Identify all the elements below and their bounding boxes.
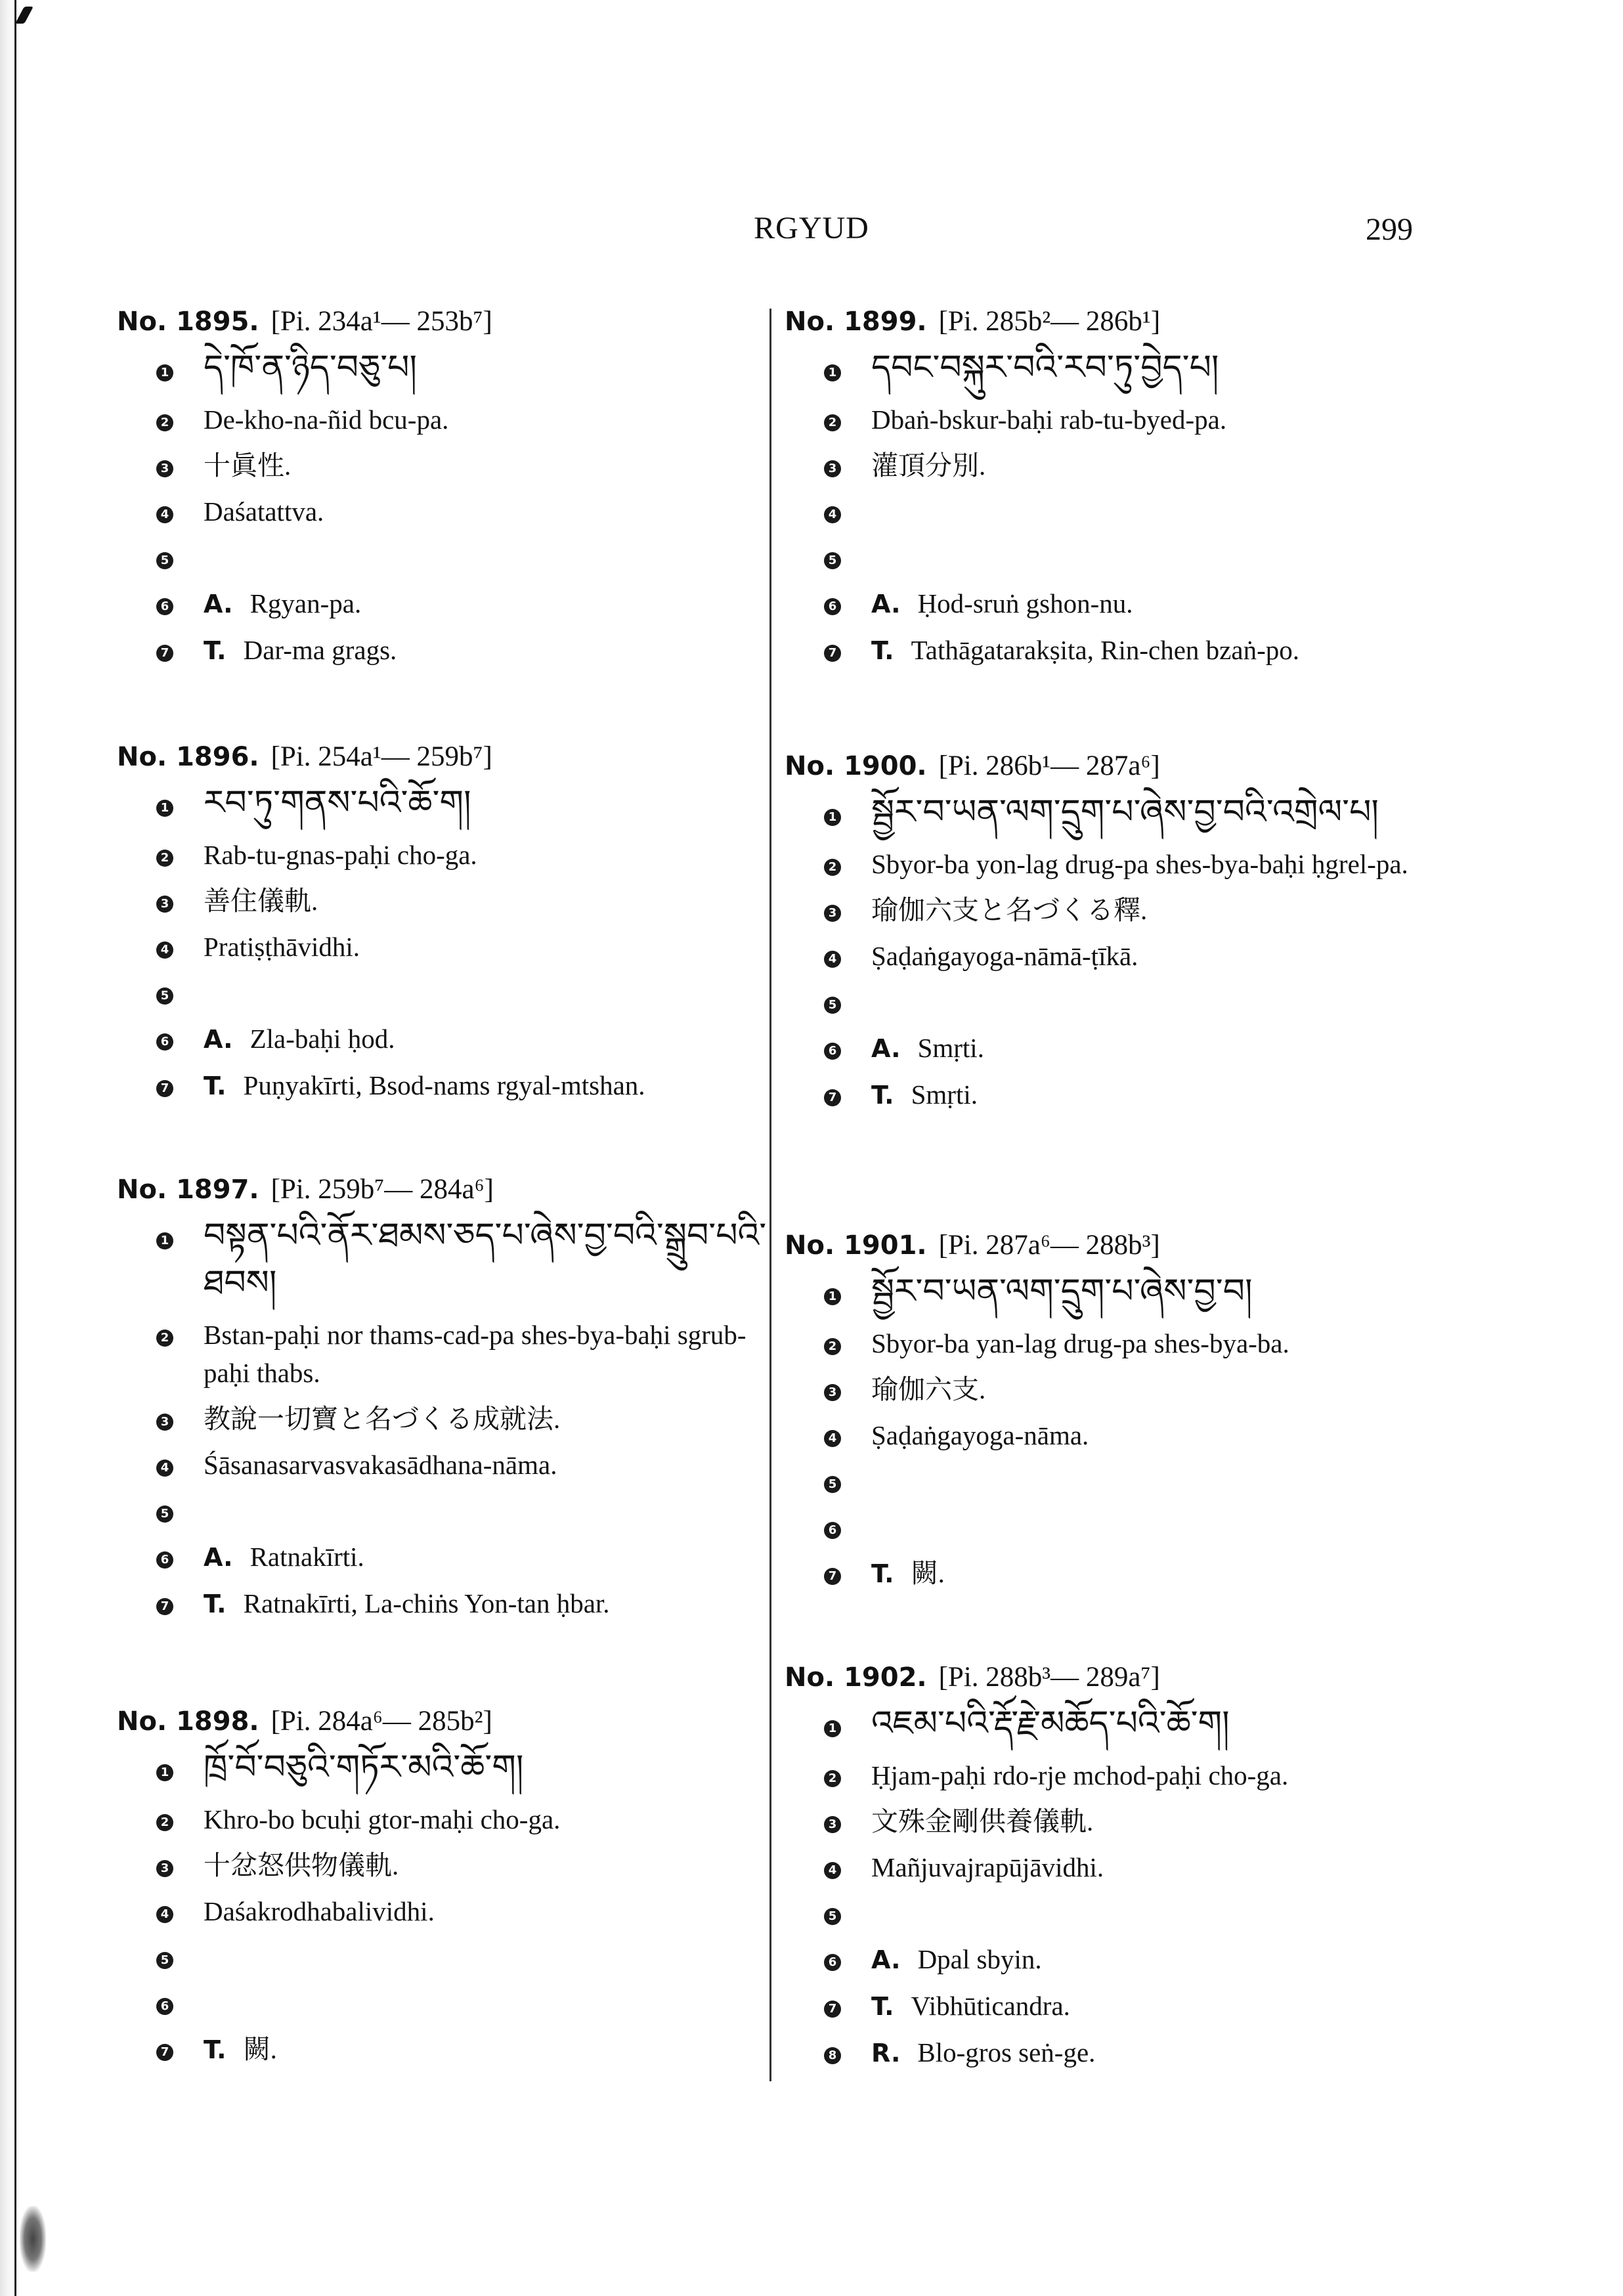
transliteration-row: [785, 1324, 1441, 1370]
translator-line: [204, 630, 767, 677]
circled-number-icon: 1: [824, 1720, 841, 1737]
circled-number-icon: 4: [156, 1460, 173, 1477]
translator-row: [785, 630, 1441, 677]
author-row: [785, 1028, 1441, 1075]
author-name: Ratnakīrti.: [249, 1542, 364, 1572]
reviser-label: R.: [871, 2039, 901, 2068]
circled-number-icon: 5: [156, 552, 173, 569]
circled-number-icon: 3: [156, 896, 173, 913]
sanskrit-title: Mañjuvajrapūjāvidhi.: [871, 1852, 1104, 1882]
circled-number-icon: 8: [824, 2047, 841, 2064]
circled-number-icon: 4: [824, 506, 841, 523]
sanskrit-title-row: [785, 936, 1441, 982]
tibetan-title-row: [117, 780, 767, 835]
author-name: Rgyan-pa.: [249, 588, 362, 618]
circled-number-icon: 2: [824, 1338, 841, 1355]
circled-number-icon: 7: [156, 1598, 173, 1615]
circled-number-icon: 1: [824, 809, 841, 826]
blank-row: [785, 1507, 1441, 1553]
circled-number-icon: 4: [156, 506, 173, 523]
author-row: [117, 1537, 767, 1584]
folio-reference: [Pi. 285b²— 286b¹]: [938, 306, 1161, 337]
circled-number-icon: 3: [824, 1384, 841, 1401]
circled-number-icon: 2: [156, 1330, 173, 1347]
scan-edge-shadow: [0, 0, 14, 2296]
entry-heading: [785, 299, 1441, 345]
chinese-title: 十眞性.: [204, 450, 292, 481]
translator-row: [117, 1066, 767, 1112]
chinese-title: 教說一切寶と名づくる成就法.: [204, 1404, 561, 1434]
author-row: [117, 1019, 767, 1066]
sanskrit-title-row: [117, 927, 767, 973]
author-name: Zla-baḥi ḥod.: [249, 1024, 395, 1054]
blank-value: [871, 1894, 1441, 1901]
circled-number-icon: 7: [824, 645, 841, 662]
blank-row: [785, 538, 1441, 584]
transliteration-row: [785, 844, 1441, 890]
circled-number-icon: 5: [824, 552, 841, 569]
circled-number-icon: 6: [156, 1033, 173, 1051]
chinese-title-row: [117, 1399, 767, 1445]
transliteration: Khro-bo bcuḥi gtor-maḥi cho-ga.: [204, 1804, 561, 1834]
entry-number: No. 1901.: [785, 1230, 927, 1261]
folio-reference: [Pi. 286b¹— 287a⁶]: [938, 750, 1160, 781]
translator-label: T.: [871, 1081, 894, 1110]
ink-mark-icon: [15, 7, 33, 24]
blank-value: [871, 982, 1441, 990]
entry-number: No. 1897.: [117, 1175, 259, 1205]
entry-heading: [785, 1223, 1441, 1268]
transliteration: Rab-tu-gnas-paḥi cho-ga.: [204, 840, 477, 870]
page-number: 299: [1366, 212, 1413, 247]
transliteration: De-kho-na-ñid bcu-pa.: [204, 404, 449, 435]
author-line: [871, 1939, 1441, 1986]
tibetan-title: དབང་བསྐུར་བའི་རབ་ཏུ་བྱེད་པ།: [871, 349, 1219, 387]
translator-line: [871, 1553, 1441, 1600]
blank-value: [204, 1983, 767, 1991]
translator-name: 闕.: [911, 1558, 945, 1588]
translator-name: Smṛti.: [911, 1079, 978, 1110]
transliteration-row: [117, 835, 767, 881]
circled-number-icon: 4: [824, 951, 841, 968]
entry-number: No. 1899.: [785, 307, 927, 337]
blank-row: [117, 1938, 767, 1983]
catalog-entry-1897: [117, 1167, 767, 1630]
translator-label: T.: [204, 1072, 227, 1100]
circled-number-icon: 6: [824, 1954, 841, 1971]
circled-number-icon: 2: [824, 859, 841, 876]
transliteration-row: [117, 1800, 767, 1846]
circled-number-icon: 2: [824, 414, 841, 431]
author-row: [785, 584, 1441, 630]
author-line: [204, 1019, 767, 1066]
translator-line: [871, 1075, 1441, 1121]
circled-number-icon: 7: [156, 1080, 173, 1097]
circled-number-icon: 1: [824, 1288, 841, 1305]
sanskrit-title: Śāsanasarvasvakasādhana-nāma.: [204, 1450, 557, 1480]
chinese-title: 瑜伽六支と名づくる釋.: [871, 895, 1148, 925]
catalog-entry-1902: [785, 1655, 1441, 2079]
transliteration-row: [785, 1756, 1441, 1802]
chinese-title-row: [117, 881, 767, 927]
circled-number-icon: 2: [156, 850, 173, 867]
circled-number-icon: 4: [824, 1430, 841, 1447]
catalog-entry-1899: [785, 299, 1441, 677]
sanskrit-title: Pratiṣṭhāvidhi.: [204, 932, 360, 962]
circled-number-icon: 2: [156, 1814, 173, 1831]
folio-reference: [Pi. 284a⁶— 285b²]: [270, 1706, 492, 1737]
sanskrit-title-row: [117, 1892, 767, 1938]
author-line: [871, 1028, 1441, 1075]
blank-value: [204, 973, 767, 981]
folio-reference: [Pi. 254a¹— 259b⁷]: [270, 741, 492, 772]
tibetan-title-row: [785, 345, 1441, 400]
tibetan-title: འཇམ་པའི་རྡོ་རྗེ་མཆོད་པའི་ཆོ་ག།: [871, 1705, 1230, 1743]
reviser-row: [785, 2033, 1441, 2079]
entry-heading: [785, 1655, 1441, 1700]
tibetan-title-row: [785, 789, 1441, 844]
blank-row: [785, 1462, 1441, 1507]
tibetan-title: དེ་ཁོ་ན་ཉིད་བཅུ་པ།: [204, 349, 418, 387]
entry-number: No. 1900.: [785, 751, 927, 781]
translator-name: Dar-ma grags.: [243, 635, 397, 665]
circled-number-icon: 7: [824, 1568, 841, 1585]
author-label: A.: [871, 1034, 901, 1063]
author-name: Smṛti.: [917, 1033, 984, 1063]
circled-number-icon: 6: [824, 1522, 841, 1539]
author-line: [204, 1537, 767, 1584]
chinese-title-row: [785, 890, 1441, 936]
chinese-title-row: [117, 1846, 767, 1892]
sanskrit-title-row: [785, 1848, 1441, 1894]
translator-label: T.: [204, 1590, 227, 1618]
circled-number-icon: 4: [824, 1862, 841, 1879]
entry-heading: [117, 734, 767, 780]
catalog-entry-1901: [785, 1223, 1441, 1600]
circled-number-icon: 6: [156, 1551, 173, 1569]
translator-line: [204, 2029, 767, 2076]
entry-number: No. 1902.: [785, 1662, 927, 1693]
transliteration: Bstan-paḥi nor thams-cad-pa shes-bya-baḥi sgrub-paḥi thabs.: [204, 1320, 747, 1388]
circled-number-icon: 5: [824, 1476, 841, 1493]
blank-value: [204, 1491, 767, 1499]
tibetan-title: སྦྱོར་བ་ཡན་ལག་དྲུག་པ་ཞེས་བྱ་བ།: [871, 1273, 1253, 1310]
chinese-title: 十忿怒供物儀軌.: [204, 1850, 399, 1880]
transliteration-row: [117, 400, 767, 446]
running-header: RGYUD: [754, 211, 869, 246]
author-label: A.: [204, 1543, 233, 1572]
translator-row: [785, 1986, 1441, 2033]
circled-number-icon: 6: [156, 598, 173, 615]
blank-value: [204, 538, 767, 546]
translator-label: T.: [871, 1992, 894, 2021]
translator-line: [204, 1584, 767, 1630]
folio-reference: [Pi. 287a⁶— 288b³]: [938, 1230, 1160, 1261]
blank-value: [204, 1938, 767, 1945]
circled-number-icon: 7: [156, 2044, 173, 2061]
transliteration: Sbyor-ba yon-lag drug-pa shes-bya-baḥi ḥgrel-pa.: [871, 849, 1408, 879]
tibetan-title: རབ་ཏུ་གནས་པའི་ཆོ་ག།: [204, 785, 471, 822]
circled-number-icon: 3: [156, 1860, 173, 1877]
translator-row: [785, 1075, 1441, 1121]
circled-number-icon: 7: [824, 2001, 841, 2018]
blank-value: [871, 1462, 1441, 1469]
chinese-title-row: [785, 1370, 1441, 1416]
folio-reference: [Pi. 259b⁷— 284a⁶]: [270, 1174, 494, 1205]
entry-heading: [117, 299, 767, 345]
catalog-entry-1896: [117, 734, 767, 1112]
circled-number-icon: 1: [156, 1764, 173, 1781]
sanskrit-title-row: [117, 1445, 767, 1491]
circled-number-icon: 7: [824, 1089, 841, 1106]
entry-heading: [117, 1699, 767, 1744]
translator-label: T.: [204, 636, 227, 665]
sanskrit-title: Ṣaḍaṅgayoga-nāmā-ṭīkā.: [871, 941, 1138, 971]
blank-value: [871, 1507, 1441, 1515]
tibetan-title-row: [117, 345, 767, 400]
blank-row: [785, 982, 1441, 1028]
blank-row: [117, 1983, 767, 2029]
blank-row: [785, 492, 1441, 538]
blank-row: [785, 1894, 1441, 1939]
entry-heading: [785, 743, 1441, 789]
sanskrit-title-row: [117, 492, 767, 538]
entry-number: No. 1896.: [117, 742, 259, 772]
page-edge-line: [14, 0, 16, 2296]
author-label: A.: [871, 590, 901, 618]
blank-value: [871, 492, 1441, 500]
blank-row: [117, 538, 767, 584]
author-line: [204, 584, 767, 630]
circled-number-icon: 3: [156, 460, 173, 477]
circled-number-icon: 4: [156, 1906, 173, 1923]
catalog-entry-1895: [117, 299, 767, 677]
reviser-line: [871, 2033, 1441, 2079]
circled-number-icon: 1: [156, 364, 173, 381]
circled-number-icon: 3: [824, 460, 841, 477]
chinese-title: 善住儀軌.: [204, 886, 318, 916]
translator-name: Puṇyakīrti, Bsod-nams rgyal-mtshan.: [243, 1070, 645, 1100]
tibetan-title-row: [785, 1268, 1441, 1324]
blank-row: [117, 1491, 767, 1537]
tibetan-title: ཁྲོ་བོ་བཅུའི་གཏོར་མའི་ཆོ་ག།: [204, 1749, 524, 1787]
chinese-title-row: [785, 446, 1441, 492]
sanskrit-title: Ṣaḍaṅgayoga-nāma.: [871, 1420, 1089, 1450]
scan-smudge: [20, 2206, 46, 2272]
chinese-title: 瑜伽六支.: [871, 1374, 986, 1404]
circled-number-icon: 6: [824, 1043, 841, 1060]
author-name: Dpal sbyin.: [917, 1944, 1042, 1974]
chinese-title-row: [785, 1802, 1441, 1848]
author-label: A.: [871, 1945, 901, 1974]
folio-reference: [Pi. 234a¹— 253b⁷]: [270, 306, 492, 337]
chinese-title: 灌頂分別.: [871, 450, 986, 481]
entry-number: No. 1895.: [117, 307, 259, 337]
catalog-entry-1898: [117, 1699, 767, 2076]
circled-number-icon: 1: [824, 364, 841, 381]
blank-row: [117, 973, 767, 1019]
tibetan-title-row: [785, 1700, 1441, 1756]
circled-number-icon: 5: [824, 1908, 841, 1925]
chinese-title: 文殊金剛供養儀軌.: [871, 1806, 1094, 1836]
author-line: [871, 584, 1441, 630]
transliteration: Dbaṅ-bskur-baḥi rab-tu-byed-pa.: [871, 404, 1227, 435]
author-label: A.: [204, 590, 233, 618]
circled-number-icon: 4: [156, 942, 173, 959]
blank-value: [871, 538, 1441, 546]
folio-reference: [Pi. 288b³— 289a⁷]: [938, 1662, 1160, 1693]
transliteration: Sbyor-ba yan-lag drug-pa shes-bya-ba.: [871, 1328, 1289, 1358]
translator-row: [117, 2029, 767, 2076]
translator-label: T.: [871, 636, 894, 665]
author-name: Ḥod-sruṅ gshon-nu.: [917, 588, 1133, 618]
author-label: A.: [204, 1025, 233, 1054]
translator-row: [117, 1584, 767, 1630]
tibetan-title: བསྟན་པའི་ནོར་ཐམས་ཅད་པ་ཞེས་བྱ་བའི་སྒྲུབ་པའི་ཐབས།: [204, 1217, 767, 1302]
translator-line: [204, 1066, 767, 1112]
translator-name: Vibhūticandra.: [911, 1991, 1070, 2021]
circled-number-icon: 1: [156, 800, 173, 817]
catalog-entry-1900: [785, 743, 1441, 1121]
entry-number: No. 1898.: [117, 1706, 259, 1737]
translator-line: [871, 1986, 1441, 2033]
sanskrit-title-row: [785, 1416, 1441, 1462]
translator-line: [871, 630, 1441, 677]
sanskrit-title: Daśakrodhabalividhi.: [204, 1896, 435, 1926]
author-row: [117, 584, 767, 630]
translator-label: T.: [871, 1559, 894, 1588]
column-divider: [769, 309, 771, 2081]
chinese-title-row: [117, 446, 767, 492]
translator-name: 闕.: [243, 2034, 277, 2064]
circled-number-icon: 5: [156, 987, 173, 1005]
transliteration-row: [785, 400, 1441, 446]
reviser-name: Blo-gros seṅ-ge.: [917, 2037, 1096, 2068]
translator-name: Tathāgatarakṣita, Rin-chen bzaṅ-po.: [911, 635, 1299, 665]
transliteration-row: [117, 1315, 767, 1399]
transliteration: Ḥjam-paḥi rdo-rje mchod-paḥi cho-ga.: [871, 1760, 1289, 1790]
circled-number-icon: 7: [156, 645, 173, 662]
circled-number-icon: 3: [824, 905, 841, 922]
translator-row: [785, 1553, 1441, 1600]
circled-number-icon: 2: [156, 414, 173, 431]
circled-number-icon: 5: [156, 1505, 173, 1523]
circled-number-icon: 6: [824, 598, 841, 615]
entry-heading: [117, 1167, 767, 1213]
circled-number-icon: 5: [824, 997, 841, 1014]
circled-number-icon: 6: [156, 1998, 173, 2015]
translator-row: [117, 630, 767, 677]
tibetan-title: སྦྱོར་བ་ཡན་ལག་དྲུག་པ་ཞེས་བྱ་བའི་འགྲེལ་པ།: [871, 794, 1379, 831]
translator-name: Ratnakīrti, La-chiṅs Yon-tan ḥbar.: [243, 1588, 610, 1618]
tibetan-title-row: [117, 1744, 767, 1800]
circled-number-icon: 3: [824, 1816, 841, 1833]
author-row: [785, 1939, 1441, 1986]
tibetan-title-row: [117, 1213, 767, 1315]
translator-label: T.: [204, 2035, 227, 2064]
circled-number-icon: 1: [156, 1232, 173, 1249]
circled-number-icon: 5: [156, 1952, 173, 1969]
sanskrit-title: Daśatattva.: [204, 496, 324, 527]
circled-number-icon: 2: [824, 1770, 841, 1787]
circled-number-icon: 3: [156, 1414, 173, 1431]
